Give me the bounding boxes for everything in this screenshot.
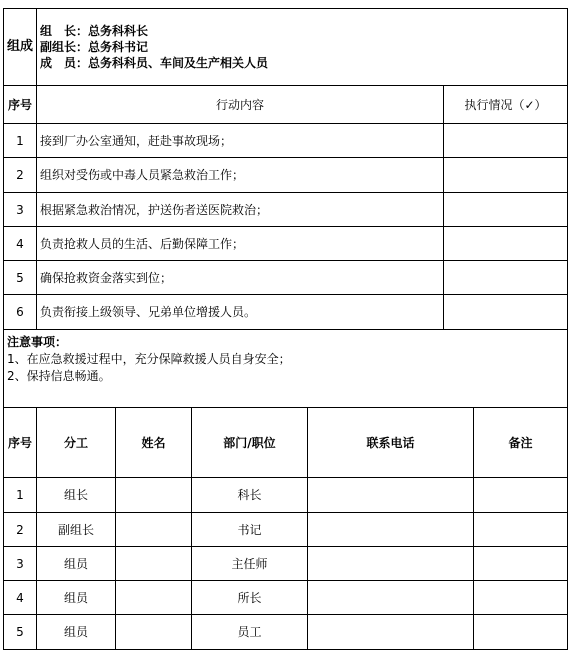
action-status[interactable] bbox=[444, 158, 568, 193]
roster-row bbox=[4, 513, 568, 547]
roster-no: 5 bbox=[4, 615, 37, 650]
action-row bbox=[4, 261, 568, 295]
roster-phone[interactable] bbox=[308, 581, 474, 615]
action-content: 负责抢救人员的生活、后勤保障工作； bbox=[37, 227, 444, 261]
note-item: 1、在应急救援过程中，充分保障救援人员自身安全； bbox=[7, 352, 291, 366]
roster-header-row bbox=[4, 408, 568, 478]
action-row bbox=[4, 295, 568, 330]
emergency-response-document bbox=[3, 8, 567, 650]
roster-remark[interactable] bbox=[474, 513, 568, 547]
roster-header-remark: 备注 bbox=[474, 408, 568, 478]
notes-title: 注意事项： bbox=[7, 335, 68, 349]
roster-phone[interactable] bbox=[308, 615, 474, 650]
roster-role: 组长 bbox=[37, 478, 116, 513]
notes-row bbox=[4, 330, 568, 408]
composition-row bbox=[4, 9, 568, 86]
deputy-leader-line: 副组长：总务科书记 bbox=[40, 40, 149, 54]
roster-row bbox=[4, 547, 568, 581]
roster-role: 组员 bbox=[37, 581, 116, 615]
roster-phone[interactable] bbox=[308, 547, 474, 581]
action-table bbox=[3, 8, 568, 408]
action-content: 组织对受伤或中毒人员紧急救治工作； bbox=[37, 158, 444, 193]
roster-phone[interactable] bbox=[308, 513, 474, 547]
action-no: 3 bbox=[4, 193, 37, 227]
roster-no: 4 bbox=[4, 581, 37, 615]
action-status[interactable] bbox=[444, 295, 568, 330]
roster-remark[interactable] bbox=[474, 478, 568, 513]
roster-dept: 所长 bbox=[192, 581, 308, 615]
leader-line: 组 长：总务科科长 bbox=[40, 24, 149, 38]
action-no: 4 bbox=[4, 227, 37, 261]
roster-role: 组员 bbox=[37, 547, 116, 581]
action-no: 2 bbox=[4, 158, 37, 193]
roster-name[interactable] bbox=[116, 581, 192, 615]
action-row bbox=[4, 158, 568, 193]
roster-header-name: 姓名 bbox=[116, 408, 192, 478]
action-content: 接到厂办公室通知，赶赴事故现场； bbox=[37, 124, 444, 158]
roster-remark[interactable] bbox=[474, 581, 568, 615]
roster-no: 1 bbox=[4, 478, 37, 513]
roster-row bbox=[4, 581, 568, 615]
action-status[interactable] bbox=[444, 227, 568, 261]
action-content: 负责衔接上级领导、兄弟单位增援人员。 bbox=[37, 295, 444, 330]
roster-role: 副组长 bbox=[37, 513, 116, 547]
header-no: 序号 bbox=[4, 86, 37, 124]
roster-remark[interactable] bbox=[474, 615, 568, 650]
action-content: 根据紧急救治情况，护送伤者送医院救治； bbox=[37, 193, 444, 227]
roster-header-dept: 部门/职位 bbox=[192, 408, 308, 478]
roster-remark[interactable] bbox=[474, 547, 568, 581]
roster-name[interactable] bbox=[116, 615, 192, 650]
header-execution-status: 执行情况（✓） bbox=[444, 86, 568, 124]
note-item: 2、保持信息畅通。 bbox=[7, 369, 111, 383]
action-no: 6 bbox=[4, 295, 37, 330]
roster-role: 组员 bbox=[37, 615, 116, 650]
action-row bbox=[4, 124, 568, 158]
roster-dept: 书记 bbox=[192, 513, 308, 547]
action-no: 1 bbox=[4, 124, 37, 158]
roster-row bbox=[4, 615, 568, 650]
roster-header-phone: 联系电话 bbox=[308, 408, 474, 478]
composition-cell bbox=[37, 9, 568, 86]
action-content: 确保抢救资金落实到位； bbox=[37, 261, 444, 295]
action-status[interactable] bbox=[444, 193, 568, 227]
action-status[interactable] bbox=[444, 261, 568, 295]
action-no: 5 bbox=[4, 261, 37, 295]
action-row bbox=[4, 193, 568, 227]
action-row bbox=[4, 227, 568, 261]
notes-cell bbox=[4, 330, 568, 408]
members-line: 成 员：总务科科员、车间及生产相关人员 bbox=[40, 56, 269, 70]
roster-phone[interactable] bbox=[308, 478, 474, 513]
roster-dept: 科长 bbox=[192, 478, 308, 513]
roster-dept: 主任师 bbox=[192, 547, 308, 581]
roster-name[interactable] bbox=[116, 513, 192, 547]
roster-dept: 员工 bbox=[192, 615, 308, 650]
roster-name[interactable] bbox=[116, 547, 192, 581]
composition-label: 组成 bbox=[4, 9, 37, 86]
roster-header-role: 分工 bbox=[37, 408, 116, 478]
action-status[interactable] bbox=[444, 124, 568, 158]
action-header-row bbox=[4, 86, 568, 124]
roster-no: 3 bbox=[4, 547, 37, 581]
header-action-content: 行动内容 bbox=[37, 86, 444, 124]
roster-name[interactable] bbox=[116, 478, 192, 513]
roster-row bbox=[4, 478, 568, 513]
roster-table bbox=[3, 407, 568, 650]
roster-no: 2 bbox=[4, 513, 37, 547]
roster-header-no: 序号 bbox=[4, 408, 37, 478]
